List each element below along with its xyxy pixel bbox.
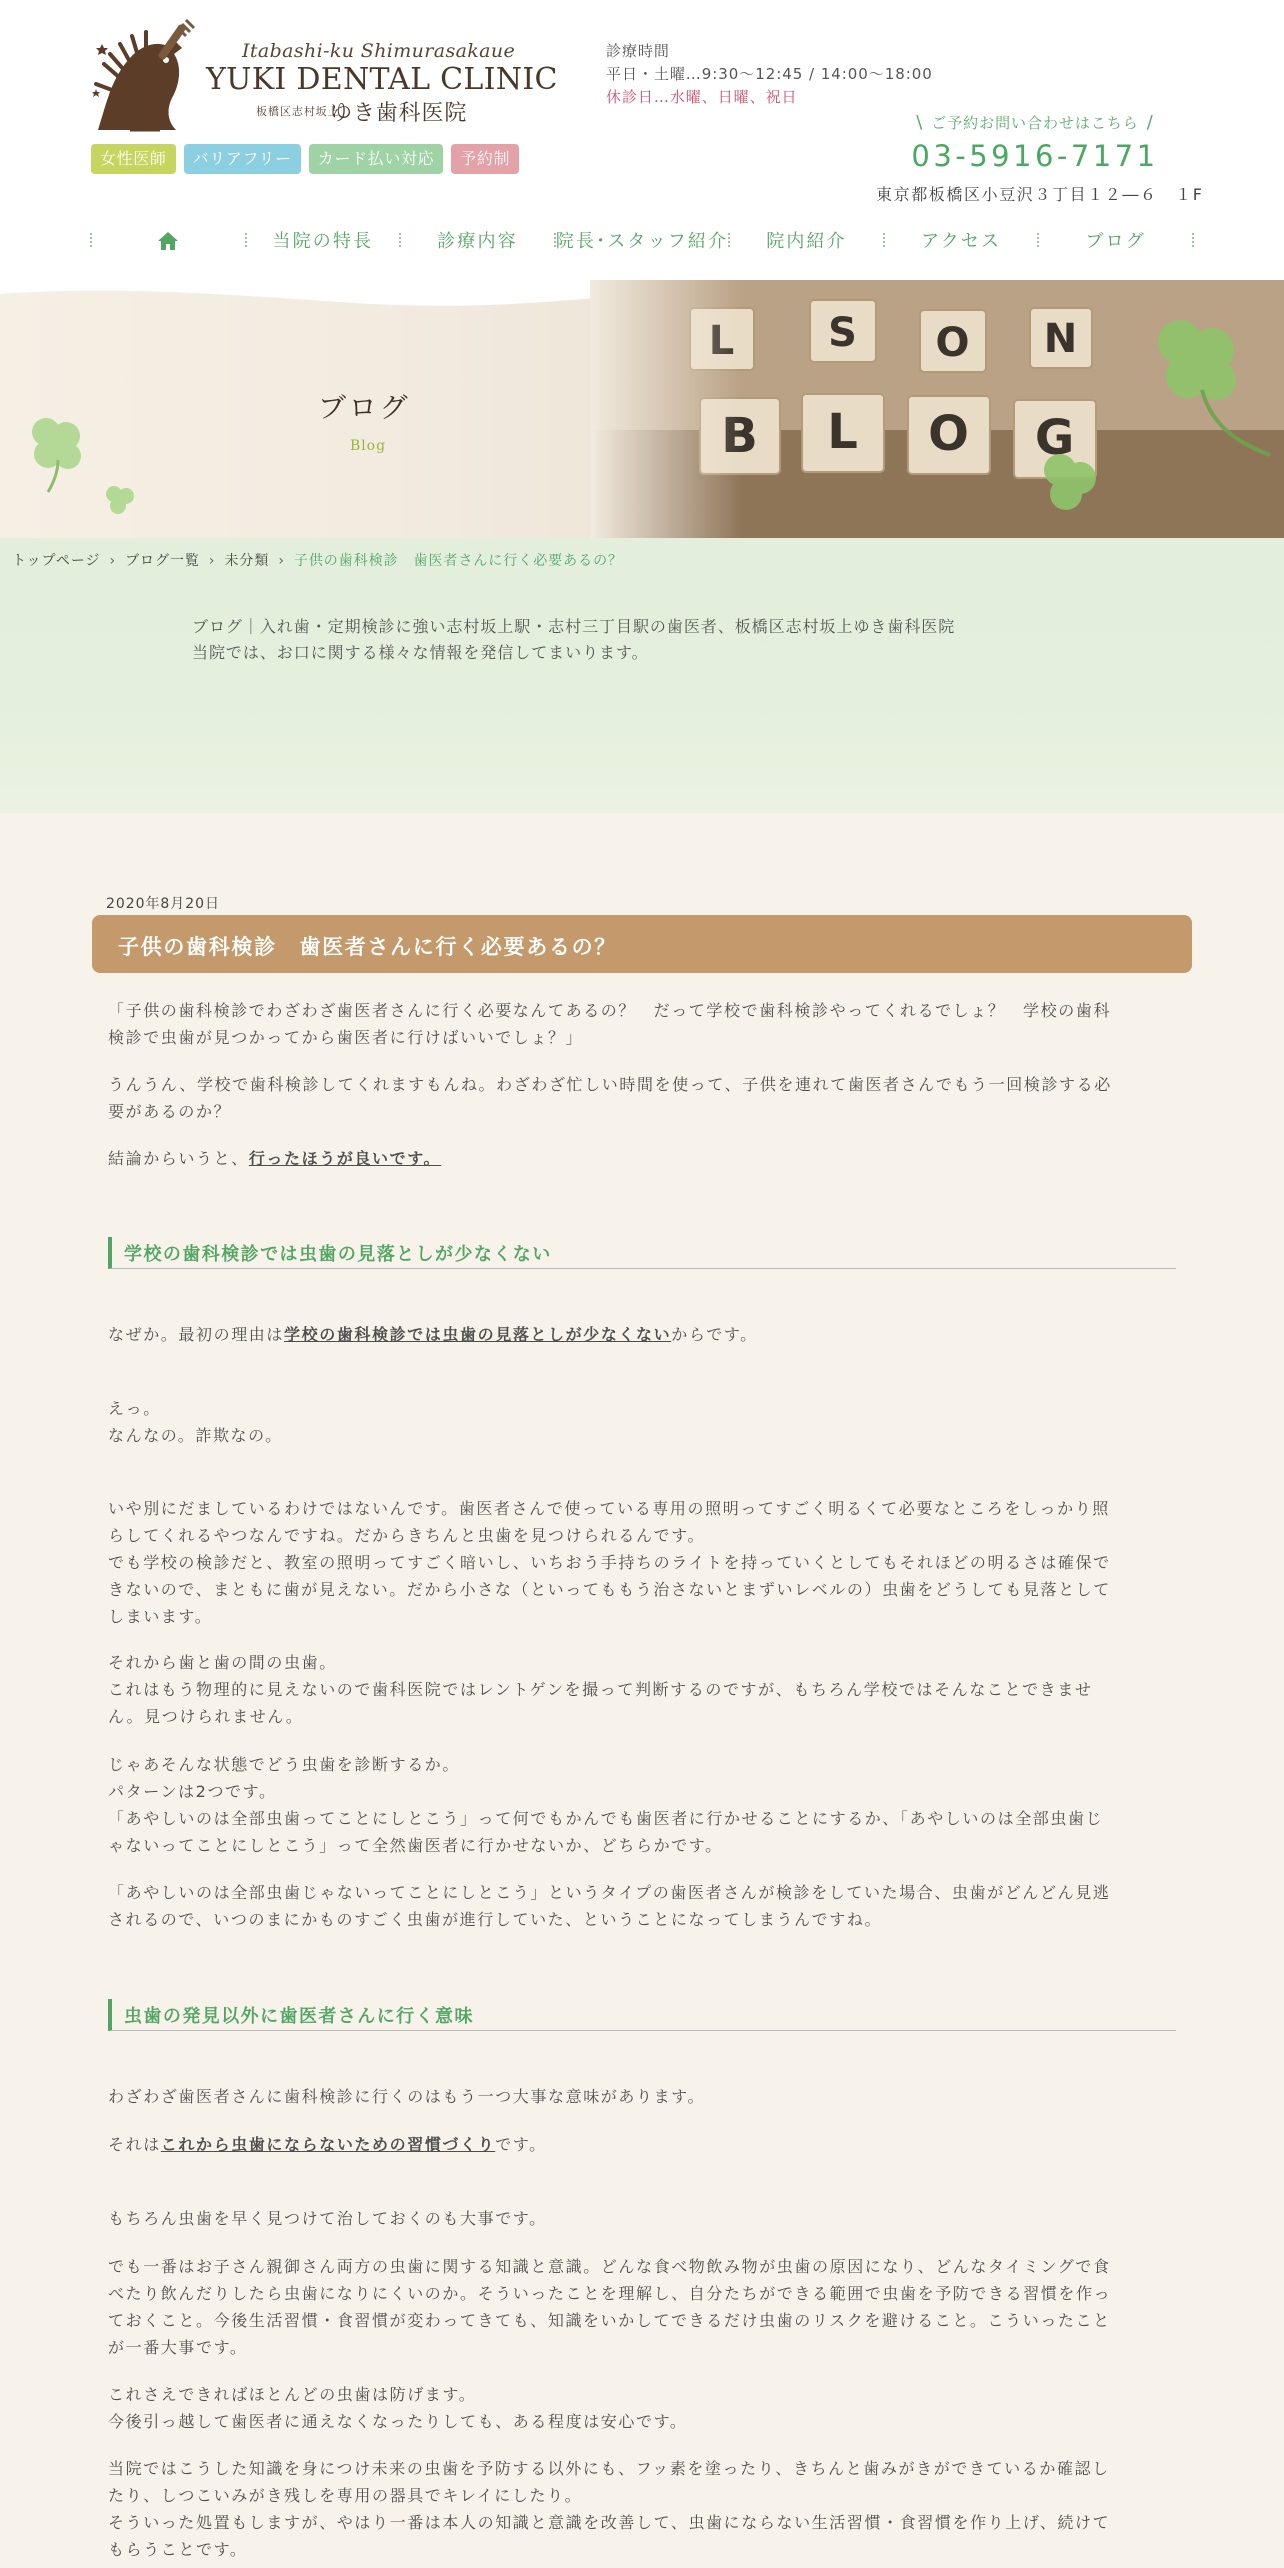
contact-lead-text: ご予約お問い合わせはこちら (931, 114, 1139, 132)
text-line: 「あやしいのは全部虫歯じゃないってことにしとこう」というタイプの歯医者さんが検診をしていた場合、虫歯がどんどん見逃 (108, 1883, 1111, 1902)
nav-access[interactable]: アクセス (921, 231, 1002, 252)
logo-english-name: YUKI DENTAL CLINIC (206, 62, 558, 97)
chevron-right-icon: › (109, 553, 117, 569)
text-line: でも学校の検診だと、教室の照明ってすごく暗いし、いちおう手持ちのライトを持っていくとしてもそれほどの明るさは確保で (108, 1553, 1111, 1572)
breadcrumb-home[interactable]: トップページ (12, 553, 101, 569)
post-date: 2020年8月20日 (106, 896, 220, 912)
badge-card-payment: カード払い対応 (309, 144, 443, 174)
nav-divider (399, 233, 401, 247)
paragraph (108, 1879, 1178, 1933)
paragraph (108, 1751, 1178, 1859)
breadcrumb (12, 550, 623, 570)
contact-lead (870, 112, 1200, 133)
slash-right-icon: / (1146, 112, 1154, 133)
nav-divider (728, 233, 730, 247)
text-line: しまいます。 (108, 1607, 213, 1626)
text-line: 当院ではこうした知識を身につけ未来の虫歯を予防する以外にも、フッ素を塗ったり、きちんと歯みがきができているか確認し (108, 2459, 1110, 2478)
logo-english-area: Itabashi-ku Shimurasakaue (242, 40, 516, 62)
paragraph (108, 1395, 1178, 1449)
text-line: が一番大事です。 (108, 2338, 248, 2357)
text-line: べたり飲んだりしたら虫歯になりにくいのか。そういったことを理解し、自分たちができる範囲で虫歯を予防できる習慣を作っ (108, 2284, 1112, 2303)
text-line: 今後引っ越して歯医者に通えなくなったりしても、ある程度は安心です。 (108, 2412, 688, 2431)
clover-icon (18, 410, 98, 500)
post-title: 子供の歯科検診 歯医者さんに行く必要あるの？ (118, 935, 617, 959)
text-line: でも一番はお子さん親御さん両方の虫歯に関する知識と意識。どんな食べ物飲み物が虫歯の原因になり、どんなタイミングで食 (108, 2257, 1111, 2276)
text-span: からです。 (671, 1325, 758, 1344)
text-line: もちろん虫歯を早く見つけて治しておくのも大事です。 (108, 2209, 547, 2228)
section-heading-text: 虫歯の発見以外に歯医者さんに行く意味 (124, 2006, 474, 2027)
text-line: なんなの。詐欺なの。 (108, 1426, 283, 1445)
breadcrumb-current: 子供の歯科検診 歯医者さんに行く必要あるの？ (293, 553, 624, 569)
emphasis-text: これから虫歯にならないための習慣づくり (160, 2135, 496, 2154)
page-title: ブログ (318, 391, 411, 424)
logo-japanese-name: ゆき歯科医院 (330, 101, 468, 126)
site-header (0, 0, 1284, 280)
text-span: なぜか。最初の理由は (108, 1325, 285, 1344)
nav-facility[interactable]: 院内紹介 (766, 231, 847, 252)
hedgehog-toothbrush-icon (90, 18, 200, 136)
badge-reservation: 予約制 (451, 144, 519, 174)
global-nav (90, 220, 1194, 260)
badge-female-doctor: 女性医師 (91, 144, 176, 174)
breadcrumb-blog-list[interactable]: ブログ一覧 (125, 553, 200, 569)
nav-divider (245, 233, 247, 247)
paragraph (108, 1321, 1178, 1348)
paragraph (108, 2253, 1178, 2361)
paragraph (108, 2131, 1178, 2158)
clinic-logo[interactable] (90, 18, 558, 136)
home-icon (157, 231, 179, 251)
nav-divider (1192, 233, 1194, 247)
clover-icon (100, 480, 140, 520)
text-line: これさえできればほとんどの虫歯は防げます。 (108, 2385, 477, 2404)
contact-box (870, 112, 1200, 173)
blog-intro (192, 614, 955, 666)
hours-line: 平日・土曜…9:30〜12:45 / 14:00〜18:00 (606, 65, 933, 83)
text-line: ん。見つけられません。 (108, 1707, 304, 1726)
chevron-right-icon: › (208, 553, 216, 569)
nav-home[interactable] (92, 230, 245, 251)
text-line: らしてくれるやつなんですね。だからきちんと虫歯を見つけられるんです。 (108, 1526, 706, 1545)
phone-number-link[interactable]: 03-5916-7171 (911, 139, 1159, 173)
text-line: 検診で虫歯が見つかってから歯医者に行けばいいでしょ？」 (108, 1028, 584, 1047)
emphasis-text: 学校の歯科検診では虫歯の見落としが少なくない (284, 1325, 672, 1344)
nav-treatments[interactable]: 診療内容 (437, 231, 518, 252)
office-hours (606, 40, 933, 109)
text-line: これはもう物理的に見えないので歯科医院ではレントゲンを撮って判断するのですが、もちろん学校ではそんなことできませ (108, 1680, 1093, 1699)
paragraph (108, 2083, 1178, 2110)
text-span: 結論からいうと、 (108, 1149, 249, 1168)
text-line: えっ。 (108, 1399, 161, 1418)
section-heading (108, 1237, 1176, 1269)
logo-japanese-area: 板橋区志村坂上 (256, 105, 340, 118)
slash-left-icon: \ (916, 112, 924, 133)
paragraph (108, 1071, 1178, 1125)
text-line: パターンは2つです。 (108, 1782, 277, 1801)
paragraph (108, 1649, 1178, 1730)
clinic-address: 東京都板橋区小豆沢３丁目１２―６ １F (876, 185, 1204, 204)
text-line: それから歯と歯の間の虫歯。 (108, 1653, 337, 1672)
intro-line: ブログ｜入れ歯・定期検診に強い志村坂上駅・志村三丁目駅の歯医者、板橋区志村坂上ゆき歯科医院 (192, 617, 956, 636)
section-heading-text: 学校の歯科検診では虫歯の見落としが少なくない (124, 1244, 552, 1265)
intro-line: 当院では、お口に関する様々な情報を発信してまいります。 (192, 643, 649, 662)
text-line: されるので、いつのまにかものすごく虫歯が進行していた、ということになってしまうんですね。 (108, 1910, 883, 1929)
page-hero (0, 280, 1284, 538)
text-line: ゃないってことにしとこう」って全然歯医者に行かせないか、どちらかです。 (108, 1836, 723, 1855)
emphasis-text: 行ったほうが良いです。 (248, 1149, 442, 1168)
text-span: です。 (495, 2135, 547, 2154)
text-line: うんうん、学校で歯科検診してくれますもんね。わざわざ忙しい時間を使って、子供を連れて歯医者さんでもう一回検診する必 (108, 1075, 1112, 1094)
text-line: そういった処置もしますが、やはり一番は本人の知識と意識を改善して、虫歯にならない生活習慣・食習慣を作り上げ、続けて (108, 2513, 1111, 2532)
text-span: それは (108, 2135, 161, 2154)
text-line: 「子供の歯科検診でわざわざ歯医者さんに行く必要なんてあるの？ だって学校で歯科検診やってくれるでしょ？ 学校の歯科 (108, 1001, 1112, 1020)
text-line: 要があるのか？ (108, 1102, 232, 1121)
post-title-bar (92, 915, 1192, 973)
paragraph (108, 997, 1178, 1051)
paragraph (108, 1495, 1178, 1630)
paragraph (108, 2455, 1178, 2563)
hours-heading: 診療時間 (606, 42, 670, 60)
closed-days: 休診日…水曜、日曜、祝日 (606, 88, 798, 106)
text-line: きないので、まともに歯が見えない。だから小さな（といってももう治さないとまずいレベルの）虫歯をどうしても見落として (108, 1580, 1111, 1599)
text-line: じゃあそんな状態でどう虫歯を診断するか。 (108, 1755, 461, 1774)
nav-divider (90, 233, 92, 247)
text-line: わざわざ歯医者さんに歯科検診に行くのはもう一つ大事な意味があります。 (108, 2087, 706, 2106)
nav-features[interactable]: 当院の特長 (272, 231, 374, 252)
paragraph (108, 1145, 1178, 1172)
badge-barrier-free: バリアフリー (184, 144, 301, 174)
chevron-right-icon: › (278, 553, 285, 569)
nav-divider (554, 233, 556, 247)
breadcrumb-band (0, 538, 1284, 813)
page-subtitle: Blog (350, 438, 386, 454)
section-heading (108, 1999, 1176, 2031)
blog-tiles-photo (590, 280, 1284, 538)
paragraph (108, 2381, 1178, 2435)
nav-divider (1037, 233, 1039, 247)
text-line: いや別にだましているわけではないんです。歯医者さんで使っている専用の照明ってすごく明るくて必要なところをしっかり照 (108, 1499, 1110, 1518)
text-line: たり、しつこいみがき残しを専用の器具でキレイにしたり。 (108, 2486, 583, 2505)
nav-staff[interactable]: 院長･スタッフ紹介 (555, 231, 729, 252)
feature-badges (91, 144, 519, 174)
text-line: 「あやしいのは全部虫歯ってことにしとこう」って何でもかんでも歯医者に行かせることにするか、「あやしいのは全部虫歯じ (108, 1809, 1104, 1828)
text-line: もらうことです。 (108, 2540, 248, 2559)
paragraph (108, 2205, 1178, 2232)
nav-blog[interactable]: ブログ (1085, 231, 1146, 252)
nav-divider (883, 233, 885, 247)
text-line: ておくこと。今後生活習慣・食習慣が変わってきても、知識をいかしてできるだけ虫歯のリスクを避けること。こういったこと (108, 2311, 1111, 2330)
breadcrumb-category[interactable]: 未分類 (224, 553, 270, 569)
